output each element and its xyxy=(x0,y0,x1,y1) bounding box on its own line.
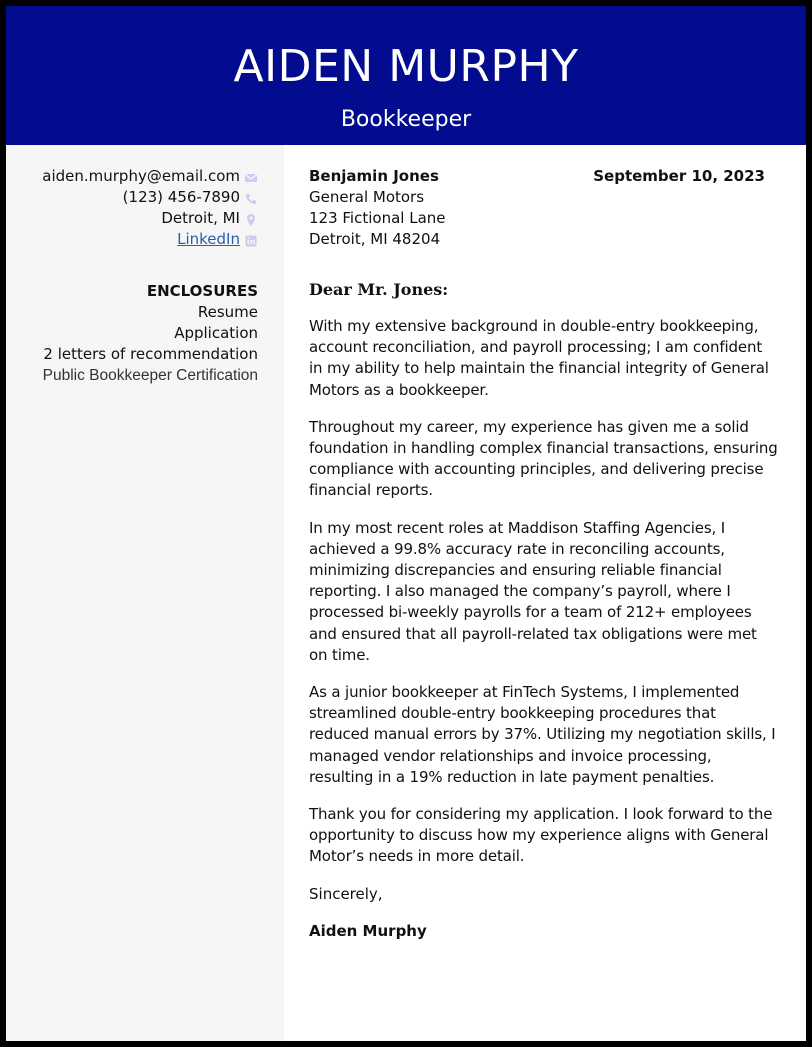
linkedin-link[interactable]: LinkedIn xyxy=(177,230,240,248)
contact-phone[interactable]: (123) 456-7890 xyxy=(122,188,240,206)
contact-location: Detroit, MI xyxy=(161,209,240,227)
location-pin-icon xyxy=(244,212,258,226)
contact-location-row xyxy=(42,208,258,229)
recipient-address-line1: 123 Fictional Lane xyxy=(309,209,446,227)
enclosure-item: Application xyxy=(174,324,258,342)
letter-body xyxy=(309,166,779,942)
enclosure-item: Public Bookkeeper Certification xyxy=(42,367,258,384)
recipient-name: Benjamin Jones xyxy=(309,167,439,185)
phone-icon xyxy=(244,191,258,205)
salutation: Dear Mr. Jones: xyxy=(309,280,449,299)
applicant-title: Bookkeeper xyxy=(340,107,472,132)
letter-paragraph: Throughout my career, my experience has given me a solid foundation in handling complex financial transactions, ensuring compliance with accounting principles, and delivering precise financial reports. xyxy=(309,417,778,500)
cover-letter-page xyxy=(6,6,806,1041)
header-banner xyxy=(6,6,806,145)
contact-linkedin-row xyxy=(42,229,258,250)
recipient-block xyxy=(309,166,779,250)
letter-date: September 10, 2023 xyxy=(593,167,765,185)
contact-email[interactable]: aiden.murphy@email.com xyxy=(42,167,240,185)
letter-paragraph: As a junior bookkeeper at FinTech Systems, I implemented streamlined double-entry bookkeeping procedures that reduced manual errors by 37%. Utilizing my negotiation skills, I managed vendor relationships and invoice processing, resulting in a 19% reduction in late payment penalties. xyxy=(309,683,776,786)
letter-paragraph: Thank you for considering my application. I look forward to the opportunity to discuss how my experience aligns with General Motor’s needs in more detail. xyxy=(309,805,773,866)
closing: Sincerely, xyxy=(309,884,383,903)
enclosure-item: Resume xyxy=(197,303,258,321)
signer-name: Aiden Murphy xyxy=(309,921,427,940)
envelope-icon xyxy=(244,170,258,184)
enclosure-item: 2 letters of recommendation xyxy=(43,345,258,363)
letter-paragraph: With my extensive background in double-entry bookkeeping, account reconciliation, and payroll processing; I am confident in my ability to help maintain the financial integrity of General Motors as a bookkeeper. xyxy=(309,317,769,399)
contact-email-row xyxy=(42,166,258,187)
recipient-company: General Motors xyxy=(309,188,425,206)
enclosures-block xyxy=(43,281,258,386)
contact-block xyxy=(42,166,258,250)
applicant-name: AIDEN MURPHY xyxy=(233,41,579,92)
sidebar xyxy=(6,145,284,1041)
letter-paragraph: In my most recent roles at Maddison Staffing Agencies, I achieved a 99.8% accuracy rate in reconciling accounts, minimizing discrepancies and ensuring reliable financial reporting. I also managed the company’s payroll, where I processed bi-weekly payrolls for a team of 212+ employees and ensured that all payroll-related tax obligations were met on time. xyxy=(309,518,757,664)
contact-phone-row xyxy=(42,187,258,208)
enclosures-title: ENCLOSURES xyxy=(146,282,258,300)
linkedin-icon xyxy=(244,233,258,247)
recipient-address-line2: Detroit, MI 48204 xyxy=(309,230,441,248)
